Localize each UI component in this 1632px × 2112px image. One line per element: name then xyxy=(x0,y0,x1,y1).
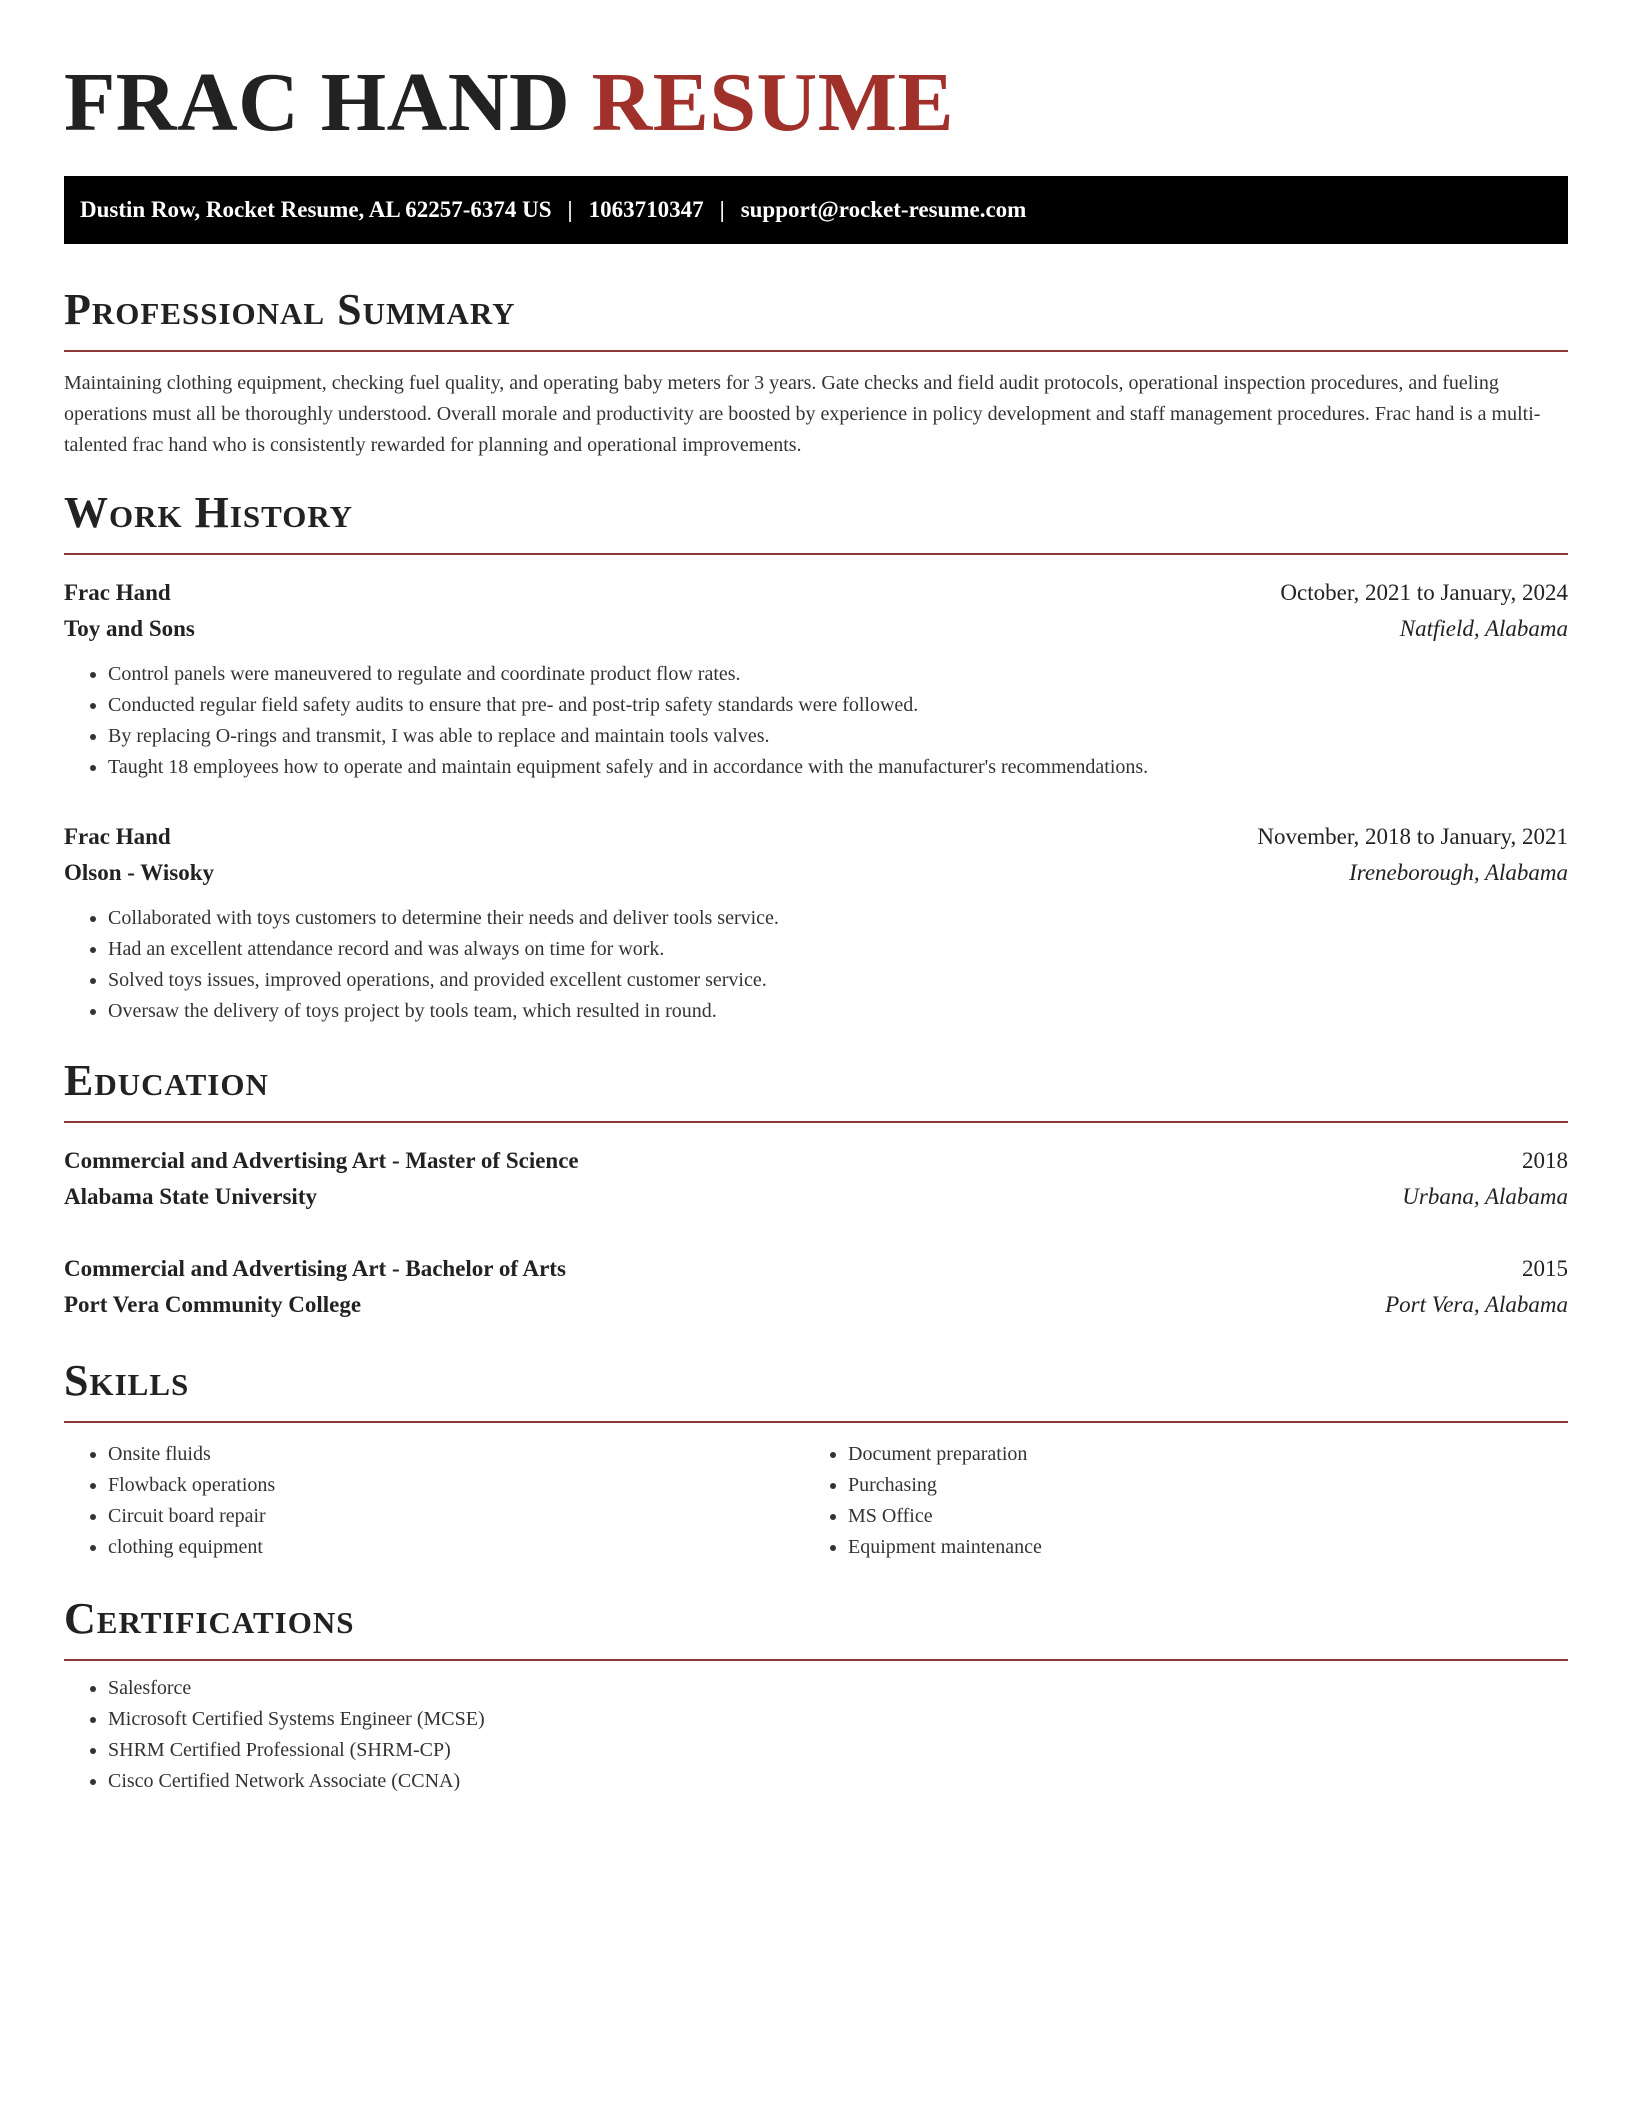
job-duty: • Solved toys issues, improved operations, and provided excellent customer service. xyxy=(108,965,1568,996)
contact-address: Dustin Row, Rocket Resume, AL 62257-6374 US xyxy=(80,197,552,222)
education-section xyxy=(64,1055,1568,1323)
education-entry xyxy=(64,1251,1568,1323)
skill-item: • Document preparation xyxy=(848,1439,1544,1470)
education-school-row xyxy=(64,1287,1568,1323)
contact-phone: 1063710347 xyxy=(588,197,704,222)
contact-separator: | xyxy=(567,197,573,222)
job-duty: • Conducted regular field safety audits to ensure that pre- and post-trip safety standards were followed. xyxy=(108,690,1568,721)
skill-item: • clothing equipment xyxy=(108,1532,804,1563)
skill-item: • Purchasing xyxy=(848,1470,1544,1501)
job-dates: November, 2018 to January, 2021 xyxy=(1257,824,1568,849)
section-divider xyxy=(64,350,1568,352)
job-entry xyxy=(64,575,1568,783)
section-title-education: Education xyxy=(64,1056,269,1105)
certification-item: • SHRM Certified Professional (SHRM-CP) xyxy=(108,1735,1568,1766)
education-location: Port Vera, Alabama xyxy=(1385,1292,1568,1317)
job-duty: • Had an excellent attendance record and was always on time for work. xyxy=(108,934,1568,965)
job-company-row xyxy=(64,855,1568,891)
job-header-row xyxy=(64,575,1568,611)
skill-item: • MS Office xyxy=(848,1501,1544,1532)
job-duties-list xyxy=(64,659,1568,783)
education-year: 2015 xyxy=(1522,1256,1568,1281)
job-duty: • Taught 18 employees how to operate and maintain equipment safely and in accordance with the manufacturer's recommendations. xyxy=(108,752,1568,783)
education-degree-row xyxy=(64,1143,1568,1179)
name-primary: FRAC HAND xyxy=(64,56,571,149)
skill-item: • Flowback operations xyxy=(108,1470,804,1501)
skills-grid xyxy=(64,1439,1568,1563)
job-location: Natfield, Alabama xyxy=(1399,616,1568,641)
section-divider xyxy=(64,1421,1568,1423)
job-duty: • Collaborated with toys customers to determine their needs and deliver tools service. xyxy=(108,903,1568,934)
job-duty: • Oversaw the delivery of toys project by tools team, which resulted in round. xyxy=(108,996,1568,1027)
certification-item: • Salesforce xyxy=(108,1673,1568,1704)
job-duties-list xyxy=(64,903,1568,1027)
section-title-skills: Skills xyxy=(64,1356,190,1405)
skill-item: • Equipment maintenance xyxy=(848,1532,1544,1563)
section-title-work-history: Work History xyxy=(64,488,354,537)
job-header-row xyxy=(64,819,1568,855)
summary-text: Maintaining clothing equipment, checking fuel quality, and operating baby meters for 3 years. Gate checks and field audit protocols, operational inspection procedures, and fueling operations must all be thoroughly understood. Overall morale and productivity are boosted by experience in policy development and staff management procedures. Frac hand is a multi-talented frac hand who is consistently rewarded for planning and operational improvements. xyxy=(64,372,1541,456)
skill-item: • Circuit board repair xyxy=(108,1501,804,1532)
job-duty: • Control panels were maneuvered to regulate and coordinate product flow rates. xyxy=(108,659,1568,690)
contact-separator: | xyxy=(719,197,725,222)
job-position: Frac Hand xyxy=(64,824,171,849)
job-company-row xyxy=(64,611,1568,647)
certification-item: • Cisco Certified Network Associate (CCNA) xyxy=(108,1766,1568,1797)
education-year: 2018 xyxy=(1522,1148,1568,1173)
certifications-section xyxy=(64,1593,1568,1797)
certifications-list xyxy=(64,1673,1568,1797)
education-entry xyxy=(64,1143,1568,1215)
education-location: Urbana, Alabama xyxy=(1402,1184,1568,1209)
certification-item: • Microsoft Certified Systems Engineer (MCSE) xyxy=(108,1704,1568,1735)
section-title-certifications: Certifications xyxy=(64,1594,355,1643)
job-entry xyxy=(64,819,1568,1027)
skill-item: • Onsite fluids xyxy=(108,1439,804,1470)
skills-list-left xyxy=(64,1439,804,1563)
job-duty: • By replacing O-rings and transmit, I was able to replace and maintain tools valves. xyxy=(108,721,1568,752)
summary-section xyxy=(64,284,1568,461)
education-degree-row xyxy=(64,1251,1568,1287)
section-divider xyxy=(64,553,1568,555)
contact-email: support@rocket-resume.com xyxy=(740,197,1027,222)
section-divider xyxy=(64,1659,1568,1661)
education-school-row xyxy=(64,1179,1568,1215)
job-location: Ireneborough, Alabama xyxy=(1349,860,1568,885)
contact-bar xyxy=(64,176,1568,244)
education-degree: Commercial and Advertising Art - Master of Science xyxy=(64,1148,579,1173)
section-divider xyxy=(64,1121,1568,1123)
education-school: Port Vera Community College xyxy=(64,1292,362,1317)
education-degree: Commercial and Advertising Art - Bachelor of Arts xyxy=(64,1256,566,1281)
job-dates: October, 2021 to January, 2024 xyxy=(1280,580,1568,605)
name-accent: RESUME xyxy=(591,56,955,149)
job-position: Frac Hand xyxy=(64,580,171,605)
resume-name xyxy=(64,52,1568,154)
skills-section xyxy=(64,1355,1568,1563)
work-history-section xyxy=(64,487,1568,1027)
skills-list-right xyxy=(804,1439,1544,1563)
job-company: Olson - Wisoky xyxy=(64,860,214,885)
job-company: Toy and Sons xyxy=(64,616,195,641)
section-title-summary: Professional Summary xyxy=(64,285,516,334)
education-school: Alabama State University xyxy=(64,1184,317,1209)
